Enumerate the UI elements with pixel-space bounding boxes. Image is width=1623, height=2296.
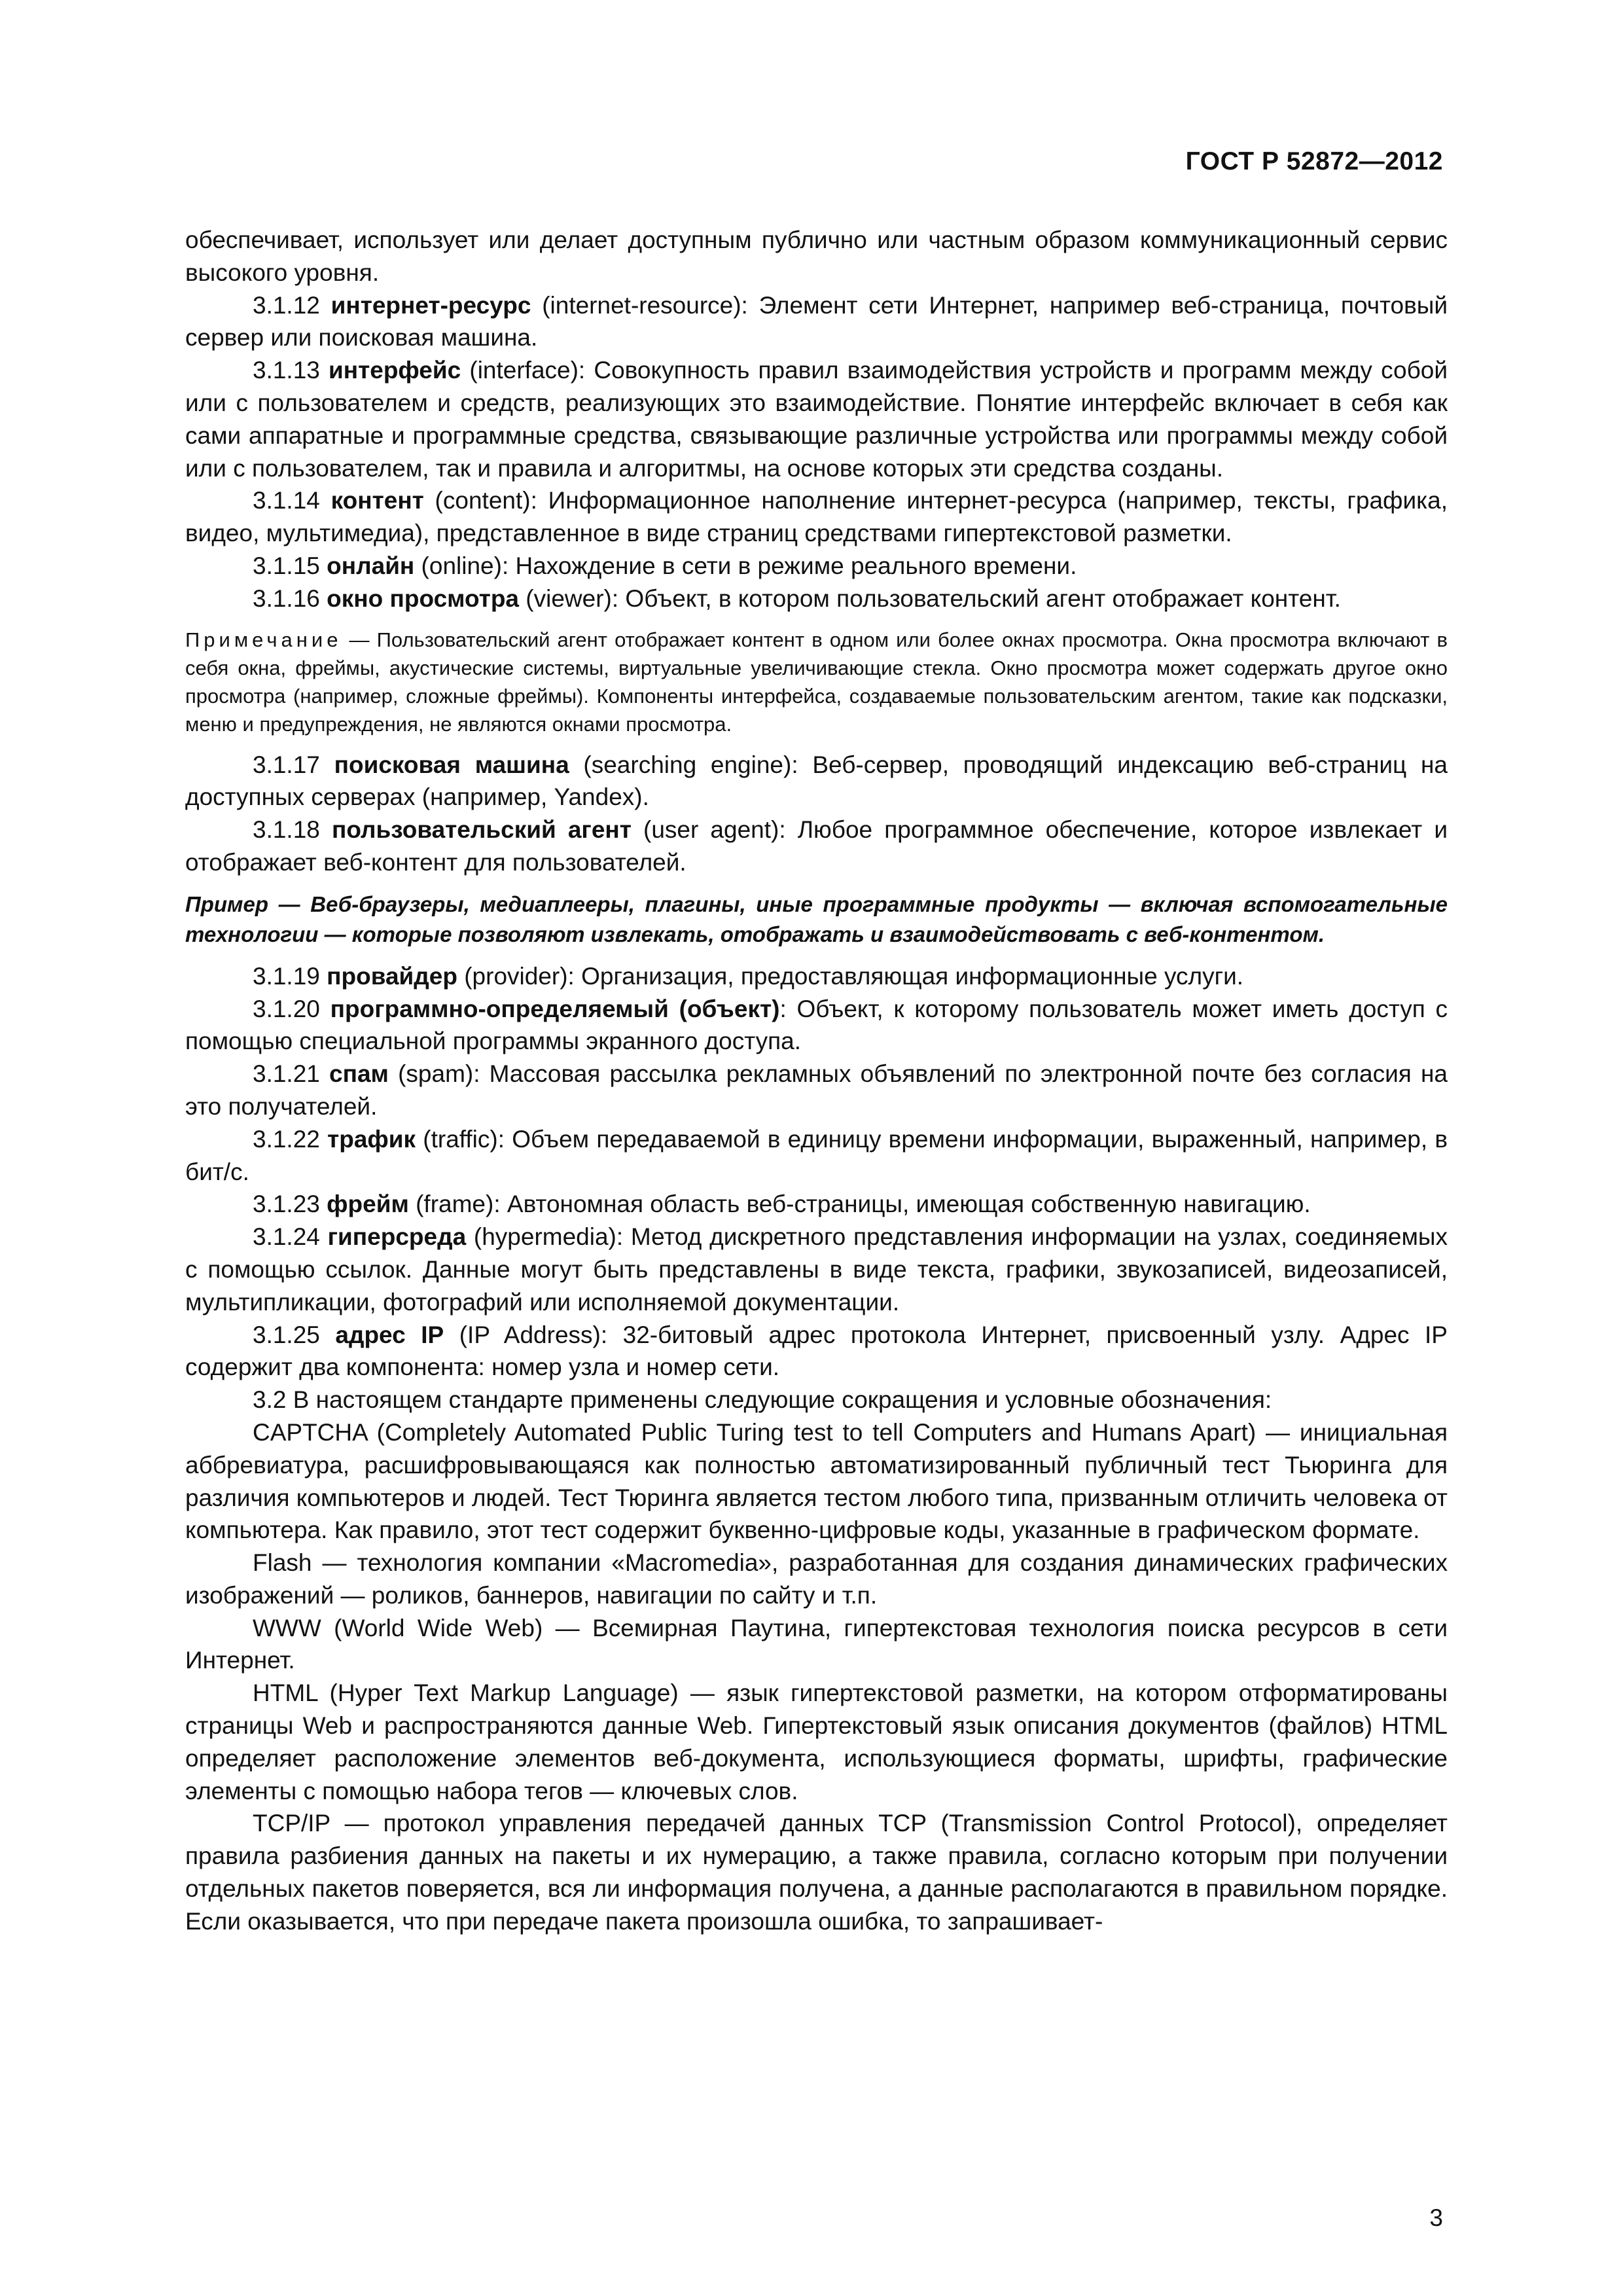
term-definition: (content): Информационное наполнение интернет-ресурса (например, тексты, графика, видео, мультимедиа), представленное в виде страниц средствами гипертекстовой разметки. bbox=[185, 487, 1448, 547]
term-definition: (frame): Автономная область веб-страницы, имеющая собственную навигацию. bbox=[408, 1191, 1311, 1218]
term-definition: (provider): Организация, предоставляющая информационные услуги. bbox=[457, 962, 1244, 990]
term-number: 3.1.21 bbox=[253, 1060, 320, 1088]
note-paragraph bbox=[185, 626, 1448, 738]
term-name: поисковая машина bbox=[334, 751, 569, 778]
term-3-1-20 bbox=[185, 993, 1448, 1058]
term-name: спам bbox=[329, 1060, 389, 1088]
term-3-1-16 bbox=[185, 583, 1448, 615]
term-name: интерфейс bbox=[329, 357, 461, 384]
term-number: 3.1.15 bbox=[253, 552, 320, 579]
term-number: 3.1.24 bbox=[253, 1223, 320, 1251]
note-text: — Пользовательский агент отображает контент в одном или более окнах просмотра. Окна просмотра включают в себя окна, фреймы, акустические системы, виртуальные увеличивающие стекла. Окно просмотра может содержать другое окно просмотра (например, сложные фреймы). Компоненты интерфейса, создаваемые пользовательским агентом, такие как подсказки, меню и предупреждения, не являются окнами просмотра. bbox=[185, 628, 1448, 736]
term-definition: : Объект, к которому пользователь может иметь доступ с помощью специальной программы экранного доступа. bbox=[185, 995, 1448, 1055]
term-definition: (spam): Массовая рассылка рекламных объявлений по электронной почте без согласия на это получателей. bbox=[185, 1060, 1448, 1120]
document-body bbox=[185, 224, 1448, 1938]
term-number: 3.1.14 bbox=[253, 487, 320, 514]
term-3-1-12 bbox=[185, 289, 1448, 355]
continuation-paragraph: обеспечивает, использует или делает доступным публично или частным образом коммуникационный сервис высокого уровня. bbox=[185, 226, 1448, 286]
term-3-1-14 bbox=[185, 484, 1448, 550]
term-3-1-15 bbox=[185, 550, 1448, 583]
page-number: 3 bbox=[1429, 2204, 1443, 2231]
abbreviation-flash: Flash — технология компании «Macromedia», разработанная для создания динамических графических изображений — роликов, баннеров, навигации по сайту и т.п. bbox=[185, 1549, 1448, 1609]
term-3-1-13 bbox=[185, 354, 1448, 484]
term-number: 3.1.22 bbox=[253, 1125, 320, 1153]
term-name: трафик bbox=[327, 1125, 416, 1153]
term-name: гиперсреда bbox=[327, 1223, 467, 1251]
term-definition: (hypermedia): Метод дискретного представления информации на узлах, соединяемых с помощью ссылок. Данные могут быть представлены в виде текста, графики, звукозаписей, видеозаписей, мультипликации, фотографий или исполняемой документации. bbox=[185, 1223, 1448, 1316]
term-definition: (internet-resource): Элемент сети Интернет, например веб-страница, почтовый сервер или поисковая машина. bbox=[185, 291, 1448, 351]
term-name: интернет-ресурс bbox=[330, 291, 531, 319]
term-definition: (interface): Совокупность правил взаимодействия устройств и программ между собой или с пользователем и средств, реализующих это взаимодействие. Понятие интерфейс включает в себя как сами аппаратные и программные средства, связывающие различные устройства или программы между собой или с пользователем, так и правила и алгоритмы, на основе которых эти средства созданы. bbox=[185, 357, 1448, 482]
term-name: программно-определяемый (объект) bbox=[330, 995, 780, 1022]
term-number: 3.1.18 bbox=[253, 816, 320, 844]
term-number: 3.1.23 bbox=[253, 1191, 320, 1218]
term-number: 3.1.13 bbox=[253, 357, 320, 384]
abbreviation-captcha: CAPTCHA (Completely Automated Public Turing test to tell Computers and Humans Apart) — инициальная аббревиатура, расшифровывающаяся как полностью автоматизированный публичный тест Тьюринга для различия компьютеров и людей. Тест Тюринга является тестом любого типа, призванным отличить человека от компьютера. Как правило, этот тест содержит буквенно-цифровые коды, указанные в графическом формате. bbox=[185, 1418, 1448, 1544]
term-3-1-21 bbox=[185, 1058, 1448, 1123]
term-number: 3.1.25 bbox=[253, 1321, 320, 1348]
term-name: фрейм bbox=[327, 1191, 409, 1218]
term-name: адрес IP bbox=[335, 1321, 444, 1348]
term-number: 3.1.12 bbox=[253, 291, 320, 319]
term-name: контент bbox=[330, 487, 424, 514]
term-name: провайдер bbox=[327, 962, 457, 990]
abbreviation-tcpip: TCP/IP — протокол управления передачей данных TCP (Transmission Control Protocol), определяет правила разбиения данных на пакеты и их нумерацию, а также правила, согласно которым при получении отдельных пакетов поверяется, вся ли информация получена, а данные располагаются в правильном порядке. Если оказывается, что при передаче пакета произошла ошибка, то запрашивает- bbox=[185, 1810, 1448, 1935]
term-definition: (searching engine): Веб-сервер, проводящий индексацию веб-страниц на доступных серверах (например, Yandex). bbox=[185, 751, 1448, 811]
term-number: 3.1.19 bbox=[253, 962, 320, 990]
term-number: 3.1.20 bbox=[253, 995, 320, 1022]
term-3-1-24 bbox=[185, 1221, 1448, 1318]
term-name: окно просмотра bbox=[327, 584, 520, 612]
term-name: пользовательский агент bbox=[332, 816, 632, 844]
term-3-1-25 bbox=[185, 1319, 1448, 1384]
term-3-1-22 bbox=[185, 1123, 1448, 1189]
note-label: Примечание bbox=[185, 628, 342, 651]
abbreviation-html: HTML (Hyper Text Markup Language) — язык гипертекстовой разметки, на котором отформатированы страницы Web и распространяются данные Web. Гипертекстовый язык описания документов (файлов) HTML определяет расположение элементов веб-документа, использующиеся форматы, шрифты, графические элементы с помощью набора тегов — ключевых слов. bbox=[185, 1679, 1448, 1804]
term-3-1-23 bbox=[185, 1188, 1448, 1221]
term-definition: (online): Нахождение в сети в режиме реального времени. bbox=[414, 552, 1077, 579]
term-number: 3.1.17 bbox=[253, 751, 320, 778]
term-number: 3.1.16 bbox=[253, 584, 320, 612]
term-definition: (user agent): Любое программное обеспечение, которое извлекает и отображает веб-контент для пользователей. bbox=[185, 816, 1448, 876]
document-code-header: ГОСТ Р 52872—2012 bbox=[1185, 147, 1443, 175]
section-3-2-heading: 3.2 В настоящем стандарте применены следующие сокращения и условные обозначения: bbox=[253, 1386, 1272, 1414]
term-3-1-17 bbox=[185, 749, 1448, 814]
term-definition: (traffic): Объем передаваемой в единицу времени информации, выраженный, например, в бит/с. bbox=[185, 1125, 1448, 1185]
term-definition: (IP Address): 32-битовый адрес протокола Интернет, присвоенный узлу. Адрес IP содержит два компонента: номер узла и номер сети. bbox=[185, 1321, 1448, 1381]
term-name: онлайн bbox=[327, 552, 415, 579]
term-3-1-19 bbox=[185, 960, 1448, 993]
abbreviation-www: WWW (World Wide Web) — Всемирная Паутина, гипертекстовая технология поиска ресурсов в сети Интернет. bbox=[185, 1614, 1448, 1674]
example-paragraph: Пример — Веб-браузеры, медиаплееры, плагины, иные программные продукты — включая вспомогательные технологии — которые позволяют извлекать, отображать и взаимодействовать с веб-контентом. bbox=[185, 891, 1448, 946]
term-definition: (viewer): Объект, в котором пользовательский агент отображает контент. bbox=[519, 584, 1341, 612]
term-3-1-18 bbox=[185, 814, 1448, 879]
